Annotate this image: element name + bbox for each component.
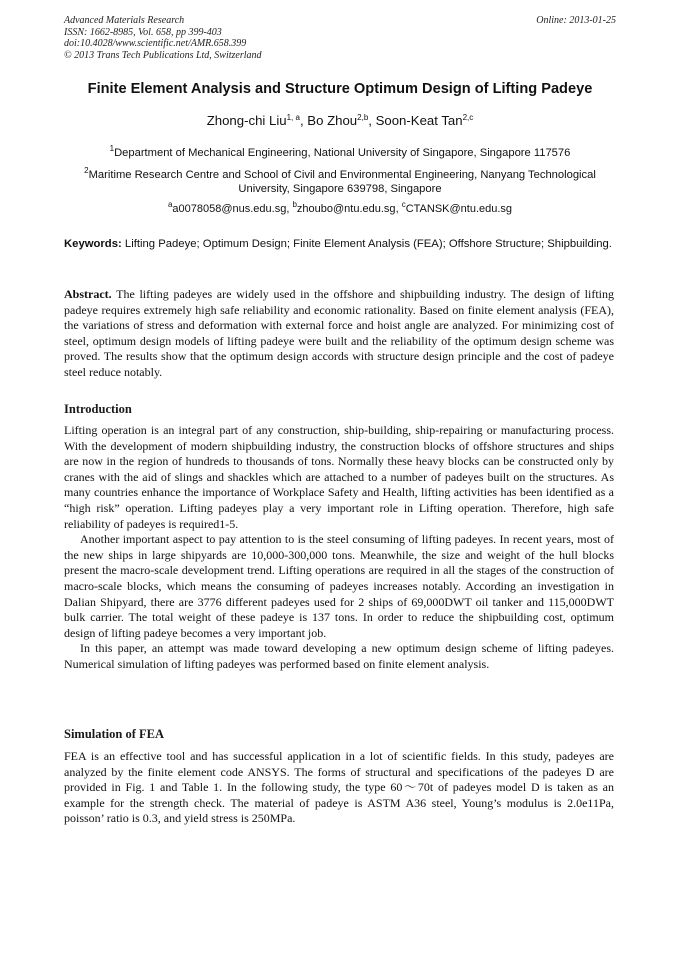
paragraph: In this paper, an attempt was made toward developing a new optimum design scheme of lifting padeyes. Numerical simulation of lifting padeyes was performed based on finite element analysis. <box>64 641 614 671</box>
copyright-line: © 2013 Trans Tech Publications Ltd, Switzerland <box>64 49 262 61</box>
simulation-body <box>64 749 614 827</box>
keywords-text: Lifting Padeye; Optimum Design; Finite Element Analysis (FEA); Offshore Structure; Shipbuilding. <box>124 238 612 250</box>
section-heading-simulation: Simulation of FEA <box>64 727 165 741</box>
author-marker: 2,b <box>357 113 369 122</box>
abstract-text: The lifting padeyes are widely used in the offshore and shipbuilding industry. The design of lifting padeye requires extremely high safe reliability and economic rationality. Based on finite element analysis (FEA), the variations of stress and deformation with external force and hoist angle are analyzed. For minimizing cost of steel, optimum design models of lifting padeye were built and the reliability of the optimum design scheme was proved. The results show that the optimum design accords with structure design principle and the cost of padeye steel reduce notably. <box>64 287 614 379</box>
keywords <box>64 237 614 252</box>
paragraph: Lifting operation is an integral part of any construction, ship-building, ship-repairing or manufacturing process. With the development of modern shipbuilding industry, the construction blocks of offshore structures and ships are now in the region of hundreds to thousands of tons. Normally these heavy blocks can be constructed only by cranes with the aid of slings and shackles which are attached to a number of padeyes built on the structures. As many countries enhance the importance of Workplace Safety and Health, lifting activities has been identified as a “high risk” operation. Lifting padeyes play a very important role in Lifting operation. Therefore, high safe reliability of padeyes is required1-5. <box>64 423 614 531</box>
email-link[interactable]: zhoubo@ntu.edu.sg <box>296 203 396 215</box>
paragraph: FEA is an effective tool and has successful application in a lot of scientific fields. In this study, padeyes are analyzed by the finite element code ANSYS. The forms of structural and specifications of the padeyes D are provided in Fig. 1 and Table 1. In the following study, the type 60～70t of padeyes model D is taken as an example for the strength check. The material of padeye is ASTM A36 steel, Young’s modulus is 2.0e11Pa, poisson’ ratio is 0.3, and yield stress is 250MPa. <box>64 749 614 826</box>
affiliation-marker: 2 <box>84 166 89 175</box>
affiliation-marker: 1 <box>109 144 115 153</box>
affiliation-text: Department of Mechanical Engineering, National University of Singapore, Singapore 117576 <box>114 147 571 159</box>
abstract <box>64 287 614 381</box>
paper-title: Finite Element Analysis and Structure Optimum Design of Lifting Padeye <box>87 81 593 97</box>
email-marker: b <box>292 200 297 209</box>
email-link[interactable]: CTANSK@ntu.edu.sg <box>405 203 513 215</box>
keywords-label: Keywords: <box>64 238 122 250</box>
author-name: Soon-Keat Tan <box>375 113 463 128</box>
journal-name: Advanced Materials Research <box>64 15 185 26</box>
author-name: Zhong-chi Liu <box>206 113 287 128</box>
email-marker: c <box>401 200 406 209</box>
issn-line: ISSN: 1662-8985, Vol. 658, pp 399-403 <box>64 26 222 38</box>
author-marker: 2,c <box>462 113 474 122</box>
journal-header <box>64 15 616 61</box>
affiliation-text: Maritime Research Centre and School of Civil and Environmental Engineering, Nanyang Technological University, Singapore 639798, Singapore <box>88 169 596 195</box>
author-name: Bo Zhou <box>307 113 358 128</box>
email-marker: a <box>167 200 173 209</box>
introduction-body <box>64 423 614 673</box>
affiliation <box>60 168 620 196</box>
email-list: $^a$a0078058@nus.edu.sg, $^b$zhoubo@ntu.edu.sg, $^c$CTANSK@ntu.edu.sg <box>167 200 513 215</box>
email-link[interactable]: a0078058@nus.edu.sg <box>172 203 287 215</box>
abstract-label: Abstract. <box>64 287 112 301</box>
affiliation <box>60 146 620 160</box>
doi-line: doi:10.4028/www.scientific.net/AMR.658.399 <box>64 38 247 49</box>
online-date: Online: 2013-01-25 <box>536 15 616 26</box>
section-heading-introduction: Introduction <box>64 402 132 416</box>
author-list: Zhong-chi Liu$^{1, a}$, Bo Zhou$^{2,b}$, Soon-Keat Tan$^{2,c}$ <box>206 113 474 128</box>
author-marker: 1, a <box>286 113 300 122</box>
paragraph: Another important aspect to pay attention to is the steel consuming of lifting padeyes. In recent years, most of the new ships in large shipyards are 10,000-300,000 tons. Meanwhile, the size and weight of the hull blocks present the macro-scale development trend. Lifting operations are required in all the stages of the construction of macro-scale blocks, which means the consuming of padeyes increases notably. According an investigation in Dalian Shipyard, there are 3776 different padeyes used for 2 ships of 69,000DWT oil tanker and 115,000DWT bulk carrier. The total weight of these padeye is 137 tons. In order to reduce the shipbuilding cost, optimum design of lifting padeye becomes a very important job. <box>64 532 614 640</box>
